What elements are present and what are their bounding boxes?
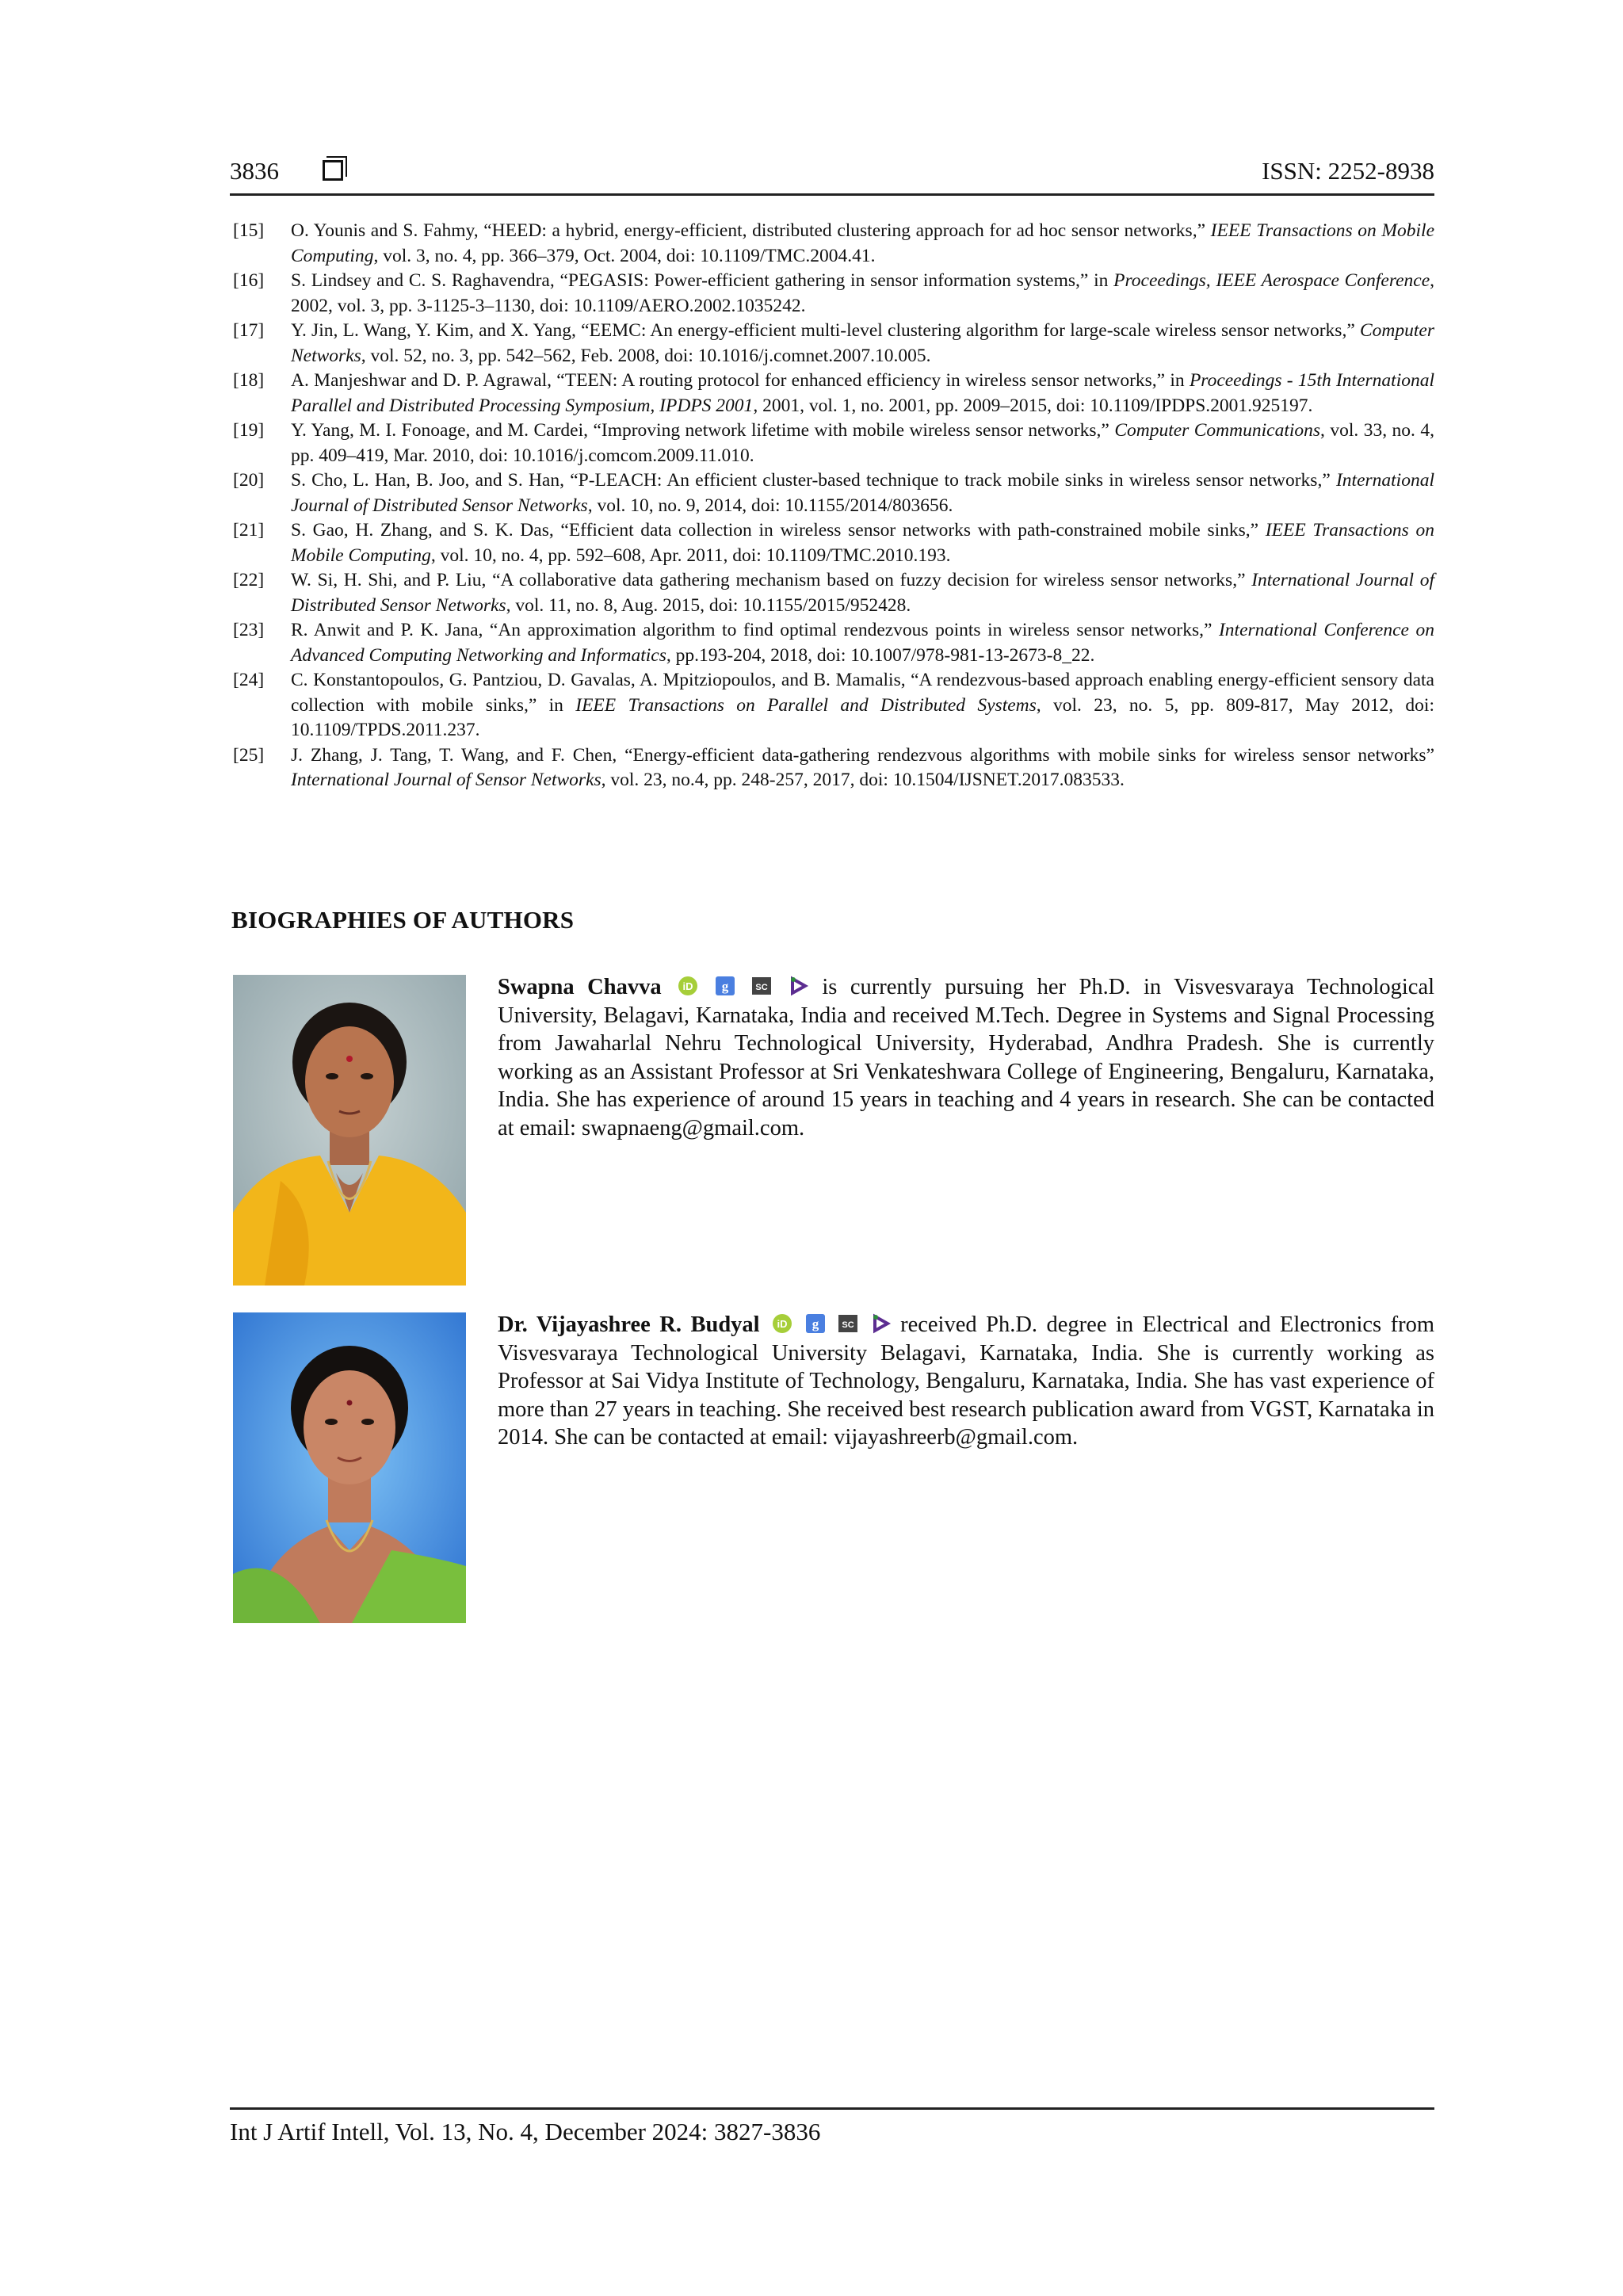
scopus-icon[interactable] [838, 1313, 858, 1334]
svg-text:g: g [812, 1316, 819, 1331]
svg-text:SC: SC [842, 1320, 854, 1330]
orcid-icon[interactable] [772, 1313, 792, 1334]
svg-text:iD: iD [682, 980, 693, 992]
svg-text:g: g [721, 979, 728, 994]
reference-item: [18] A. Manjeshwar and D. P. Agrawal, “TEEN: A routing protocol for enhanced efficiency in wireless sensor networks,” in Proceedings - 15th International Parallel and Distributed Processing Symposium, IPDPS 2001, 2001, vol. 1, no. 2001, pp. 2009–2015, doi: 10.1109/IPDPS.2001.925197. [233, 370, 1434, 416]
journal-citation: Int J Artif Intell, Vol. 13, No. 4, December 2024: 3827-3836 [230, 2118, 821, 2145]
reference-item: [17] Y. Jin, L. Wang, Y. Kim, and X. Yang, “EEMC: An energy-efficient multi-level clustering algorithm for large-scale wireless sensor networks,” Computer Networks, vol. 52, no. 3, pp. 542–562, Feb. 2008, doi: 10.1016/j.comnet.2007.10.005. [233, 320, 1434, 366]
author-name: Dr. Vijayashree R. Budyal [498, 1312, 760, 1337]
issn: ISSN: 2252-8938 [1262, 157, 1434, 185]
reference-item: [21] S. Gao, H. Zhang, and S. K. Das, “Efficient data collection in wireless sensor networks with path-constrained mobile sinks,” IEEE Transactions on Mobile Computing, vol. 10, no. 4, pp. 592–608, Apr. 2011, doi: 10.1109/TMC.2010.193. [233, 520, 1435, 566]
svg-text:iD: iD [777, 1318, 788, 1330]
reference-item: [22] W. Si, H. Shi, and P. Liu, “A collaborative data gathering mechanism based on fuzzy decision for wireless sensor networks,” International Journal of Distributed Sensor Networks, vol. 11, no. 8, Aug. 2015, doi: 10.1155/2015/952428. [233, 570, 1434, 616]
biographies-heading: BIOGRAPHIES OF AUTHORS [231, 906, 575, 934]
google-scholar-icon[interactable] [805, 1313, 826, 1334]
reference-item: [16] S. Lindsey and C. S. Raghavendra, “PEGASIS: Power-efficient gathering in sensor information systems,” in Proceedings, IEEE Aerospace Conference, 2002, vol. 3, pp. 3-1125-3–1130, doi: 10.1109/AERO.2002.1035242. [233, 270, 1435, 316]
author-name: Swapna Chavva [498, 975, 662, 999]
reference-item: [20] S. Cho, L. Han, B. Joo, and S. Han, “P-LEACH: An efficient cluster-based technique to track mobile sinks in wireless sensor networks,” International Journal of Distributed Sensor Networks, vol. 10, no. 9, 2014, doi: 10.1155/2014/803656. [233, 470, 1434, 516]
page-header [230, 155, 1434, 196]
author-photo [233, 1312, 466, 1623]
google-scholar-icon[interactable] [715, 976, 735, 996]
reference-item: [23] R. Anwit and P. K. Jana, “An approximation algorithm to find optimal rendezvous points in wireless sensor networks,” International Conference on Advanced Computing Networking and Informatics, pp.193-204, 2018, doi: 10.1007/978-981-13-2673-8_22. [233, 620, 1435, 666]
scopus-icon[interactable] [751, 976, 772, 996]
author-bio-text: Dr. Vijayashree R. Budyal iD g SC received Ph.D. degree in Electrical and Electronics from Visvesvaraya Technological University Belagavi, Karnataka, India. She is currently working as Professor at Sai Vidya Institute of Technology, Bengaluru, Karnataka, India. She has vast experience of more than 27 years in teaching. She received best research publication award from VGST, Karnataka in 2014. She can be contacted at email: vijayashreerb@gmail.com. [498, 1312, 1435, 1450]
page-footer [230, 2107, 1434, 2146]
author-photo [233, 975, 466, 1286]
web-of-science-icon[interactable] [789, 976, 809, 996]
reference-item: [19] Y. Yang, M. I. Fonoage, and M. Cardei, “Improving network lifetime with mobile wireless sensor networks,” Computer Communications, vol. 33, no. 4, pp. 409–419, Mar. 2010, doi: 10.1016/j.comcom.2009.11.010. [233, 420, 1434, 466]
ballot-box-icon [323, 160, 343, 181]
page-number: 3836 [230, 157, 279, 185]
orcid-icon[interactable] [678, 976, 698, 996]
author-bio-text: Swapna Chavva iD g SC is currently pursuing her Ph.D. in Visvesvaraya Technological University, Belagavi, Karnataka, India and received M.Tech. Degree in Systems and Signal Processing from Jawaharlal Nehru Technological University, Hyderabad, Andhra Pradesh. She is currently working as an Assistant Professor at Sri Venkateshwara College of Engineering, Bengaluru, Karnataka, India. She has experience of around 15 years in teaching and 4 years in research. She can be contacted at email: swapnaeng@gmail.com. [498, 975, 1435, 1140]
reference-item: [25] J. Zhang, J. Tang, T. Wang, and F. Chen, “Energy-efficient data-gathering rendezvous algorithms with mobile sinks for wireless sensor networks” International Journal of Sensor Networks, vol. 23, no.4, pp. 248-257, 2017, doi: 10.1504/IJSNET.2017.083533. [233, 744, 1434, 790]
svg-text:SC: SC [755, 983, 768, 992]
reference-item: [15] O. Younis and S. Fahmy, “HEED: a hybrid, energy-efficient, distributed clustering approach for ad hoc sensor networks,” IEEE Transactions on Mobile Computing, vol. 3, no. 4, pp. 366–379, Oct. 2004, doi: 10.1109/TMC.2004.41. [233, 220, 1434, 266]
reference-item: [24] C. Konstantopoulos, G. Pantziou, D. Gavalas, A. Mpitziopoulos, and B. Mamalis, “A rendezvous-based approach enabling energy-efficient sensory data collection with mobile sinks,” in IEEE Transactions on Parallel and Distributed Systems, vol. 23, no. 5, pp. 809-817, May 2012, doi: 10.1109/TPDS.2011.237. [233, 670, 1434, 740]
web-of-science-icon[interactable] [871, 1313, 892, 1334]
reference-list [230, 219, 1434, 793]
